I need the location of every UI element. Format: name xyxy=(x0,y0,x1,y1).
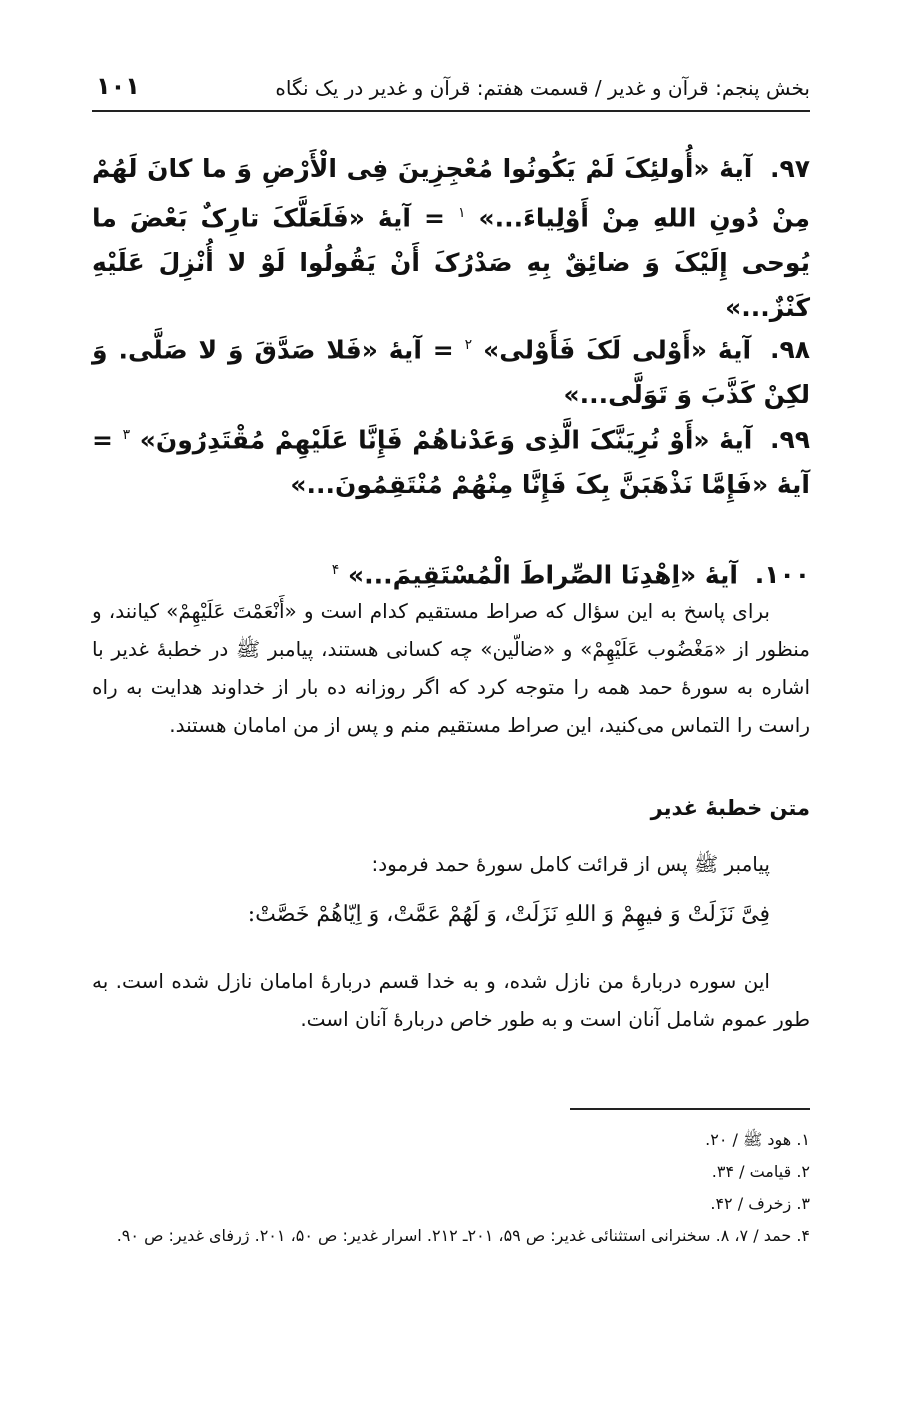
running-header xyxy=(92,70,810,112)
footnotes xyxy=(92,1126,810,1250)
footnote-ref[interactable]: ۳ xyxy=(122,427,131,443)
explanation-paragraph xyxy=(92,592,810,744)
quote-text: فِیَّ نَزَلَتْ وَ فیهِمْ وَ اللهِ نَزَلَتْ، وَ لَهُمْ عَمَّتْ، وَ اِیّاهُمْ خَصَّتْ: xyxy=(247,902,770,927)
arabic-quotation xyxy=(92,902,810,927)
item-number: ۹۷. xyxy=(769,154,810,183)
footnote-separator xyxy=(570,1108,810,1110)
item-number: ۹۸. xyxy=(769,335,810,365)
footnote-ref[interactable]: ۱ xyxy=(457,205,466,221)
item-number: ۱۰۰. xyxy=(754,560,810,590)
ayah-item-99 xyxy=(92,413,810,507)
ayah-equivalent: = آیۀ «فَلَعَلَّکَ تارِکٌ بَعْضَ ما یُوحی إِلَیْکَ وَ ضائِقٌ بِهِ صَدْرُکَ أَنْ یَقُولُوا لَوْ لا أُنْزِلَ عَلَیْهِ کَنْزٌ...» xyxy=(92,203,810,323)
footnote-1: ۱. هود ﷺ / ۲۰. xyxy=(705,1130,810,1149)
intro-text: پیامبر ﷺ پس از قرائت کامل سورۀ حمد فرمود: xyxy=(371,852,770,876)
paragraph-text: برای پاسخ به این سؤال که صراط مستقیم کدام است و «أَنْعَمْتَ عَلَیْهِمْ» کیانند، و منظور از «مَغْضُوب عَلَیْهِمْ» و «ضالّین» چه کسانی هستند، پیامبر ﷺ در خطبۀ غدیر با اشاره به سورۀ حمد همه را متوجه کرد که اگر روزانه ده بار از خداوند هدایت به راه راست را التماس می‌کنید، این صراط مستقیم منم و پس از من امامان هستند. xyxy=(92,599,810,737)
footnote-4: ۴. حمد / ۷، ۸. سخنرانی استثنائی غدیر: ص ۵۹، ۲۰۱ـ ۲۱۲. اسرار غدیر: ص ۵۰، ۲۰۱. ژرفای غدیر: ص ۹۰. xyxy=(116,1226,810,1245)
subheading-text: متن خطبۀ غدیر xyxy=(650,796,810,820)
ayah-item-97 xyxy=(92,146,810,330)
ayah-item-98 xyxy=(92,323,810,417)
ayah-equivalent: = آیۀ «فَلا صَدَّقَ وَ لا صَلَّی. وَ لکِنْ کَذَّبَ وَ تَوَلَّی...» xyxy=(92,335,810,410)
footnote-ref[interactable]: ۴ xyxy=(331,562,340,578)
ayah-equivalent: = آیۀ «فَإِمَّا نَذْهَبَنَّ بِکَ فَإِنَّا مِنْهُمْ مُنْتَقِمُونَ...» xyxy=(92,425,810,500)
footnote-ref[interactable]: ۲ xyxy=(464,337,473,353)
translation-paragraph xyxy=(92,962,810,1038)
ayah-text: آیۀ «اِهْدِنَا الصِّراطَ الْمُسْتَقِیمَ...» xyxy=(348,560,738,590)
translation-text: این سوره دربارۀ من نازل شده، و به خدا قسم دربارۀ امامان نازل شده است. به طور عموم شامل آنان است و به طور خاص دربارۀ آنان است. xyxy=(92,969,810,1031)
page-number: ۱۰۱ xyxy=(96,72,140,100)
section-heading xyxy=(92,796,810,820)
item-number: ۹۹. xyxy=(769,425,810,455)
footnote-3: ۳. زخرف / ۴۲. xyxy=(710,1194,810,1213)
ayah-item-100 xyxy=(92,548,810,597)
ayah-text: آیۀ «أَوْلی لَکَ فَأَوْلی» xyxy=(483,335,752,365)
header-title: بخش پنجم: قرآن و غدیر / قسمت هفتم: قرآن و غدیر در یک نگاه xyxy=(275,76,810,100)
footnote-2: ۲. قیامت / ۳۴. xyxy=(711,1162,810,1181)
ayah-text: آیۀ «أَوْ نُرِیَنَّکَ الَّذِی وَعَدْناهُمْ فَإِنَّا عَلَیْهِمْ مُقْتَدِرُونَ» xyxy=(139,425,753,455)
intro-line xyxy=(92,845,810,883)
ayah-text: آیۀ «أُولئِکَ لَمْ یَکُونُوا مُعْجِزِینَ فِی الْأَرْضِ وَ ما کانَ لَهُمْ مِنْ دُونِ اللهِ مِنْ أَوْلِیاءَ...» xyxy=(92,154,810,233)
